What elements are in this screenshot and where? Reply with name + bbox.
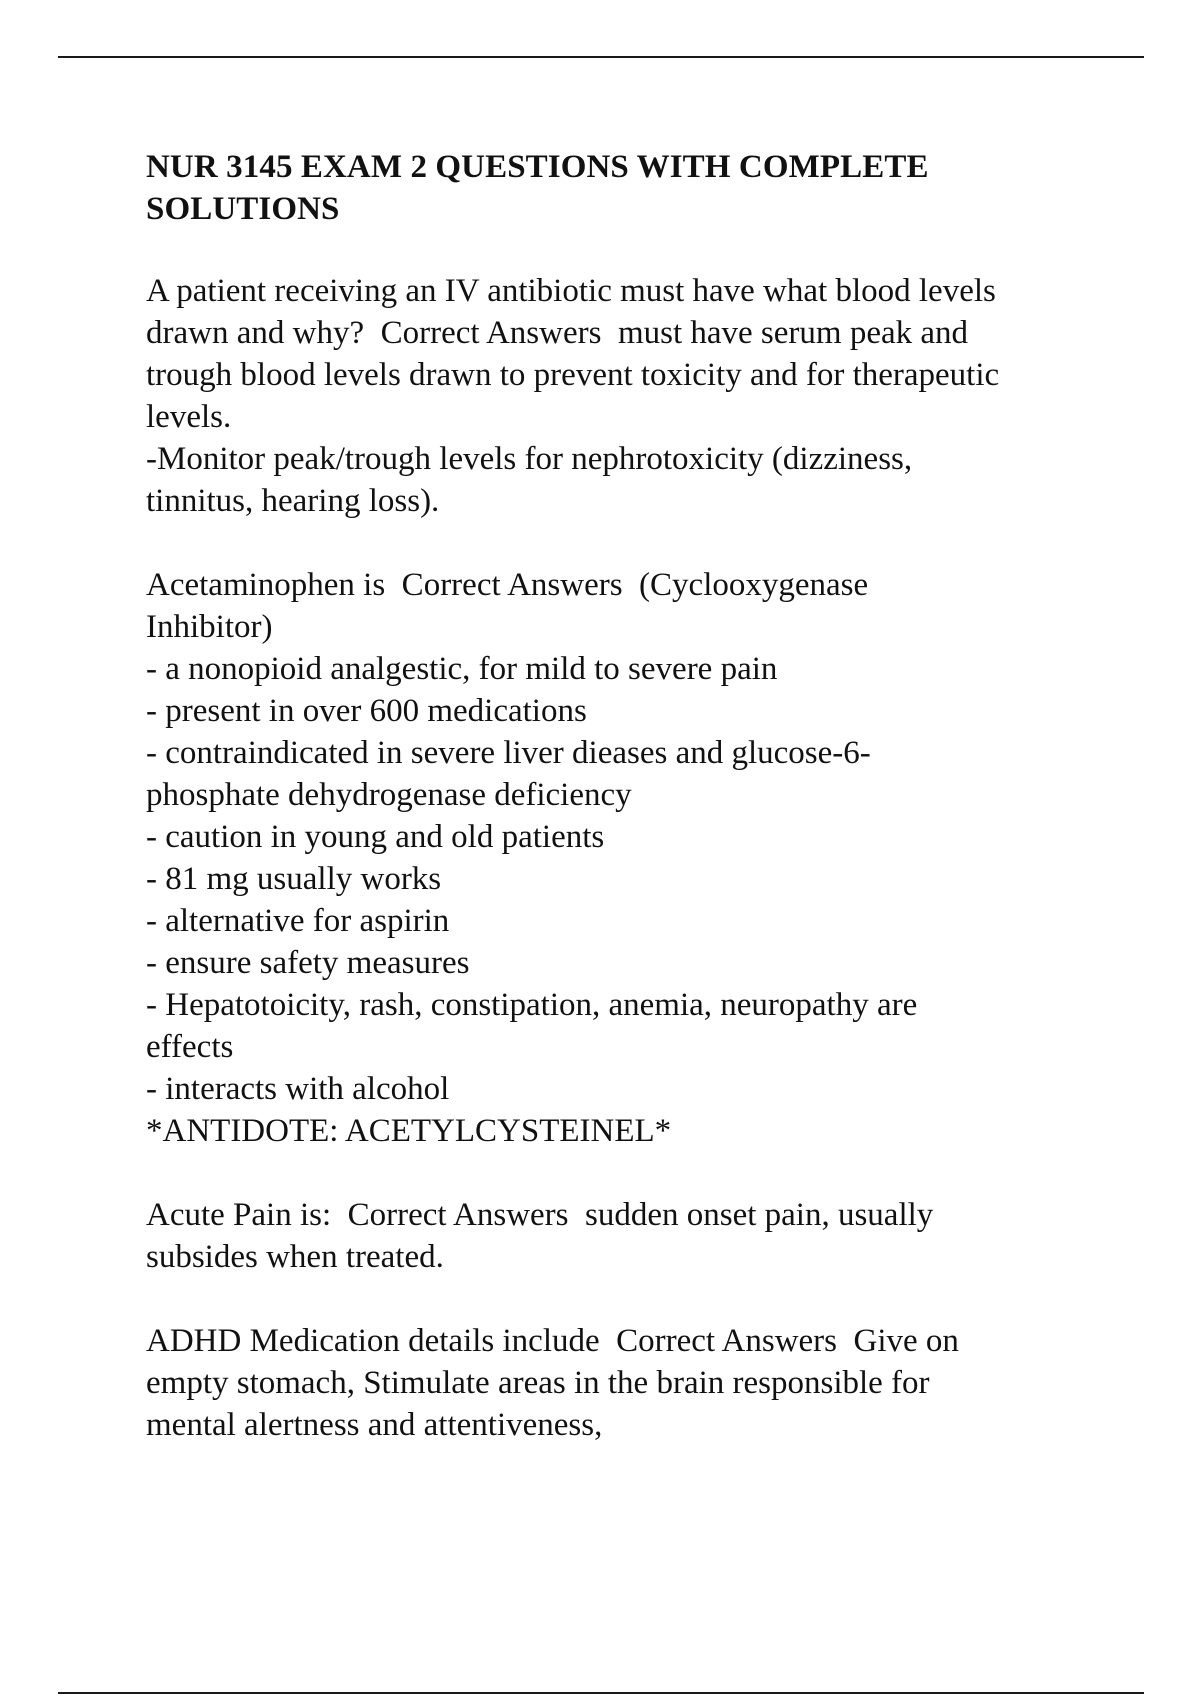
entry-line: - present in over 600 medications — [146, 693, 587, 729]
entry-line: - 81 mg usually works — [146, 861, 442, 897]
title-line: NUR 3145 EXAM 2 QUESTIONS WITH COMPLETE — [146, 149, 929, 185]
entry-line: - ensure safety measures — [146, 945, 470, 981]
entry-line: - alternative for aspirin — [146, 903, 450, 939]
entry-line: - Hepatotoicity, rash, constipation, anemia, neuropathy are — [146, 987, 918, 1023]
entry-line: ADHD Medication details include Correct Answers Give on — [146, 1323, 959, 1359]
top-divider — [58, 56, 1144, 58]
bottom-divider — [58, 1692, 1144, 1694]
qa-entry-adhd-medication — [146, 1320, 1106, 1446]
entry-line: - interacts with alcohol — [146, 1071, 450, 1107]
entry-line: - caution in young and old patients — [146, 819, 605, 855]
entry-line: phosphate dehydrogenase deficiency — [146, 777, 632, 813]
entry-line: effects — [146, 1029, 234, 1065]
document-body — [146, 146, 1106, 1488]
entry-line: - contraindicated in severe liver dieases and glucose-6- — [146, 735, 871, 771]
entry-line: Inhibitor) — [146, 609, 273, 645]
entry-line: Acetaminophen is Correct Answers (Cyclooxygenase — [146, 567, 869, 603]
qa-entry-acute-pain — [146, 1194, 1106, 1278]
document-title — [146, 146, 1106, 230]
entry-line: - a nonopioid analgestic, for mild to severe pain — [146, 651, 778, 687]
entry-line: mental alertness and attentiveness, — [146, 1407, 603, 1443]
title-line: SOLUTIONS — [146, 191, 340, 227]
entry-line: A patient receiving an IV antibiotic must have what blood levels — [146, 273, 996, 309]
entry-line: levels. — [146, 399, 232, 435]
entry-line: drawn and why? Correct Answers must have serum peak and — [146, 315, 969, 351]
entry-line: *ANTIDOTE: ACETYLCYSTEINEL* — [146, 1113, 672, 1149]
qa-entry-acetaminophen — [146, 564, 1106, 1152]
qa-entry-iv-antibiotic — [146, 270, 1106, 522]
entry-line: Acute Pain is: Correct Answers sudden onset pain, usually — [146, 1197, 934, 1233]
entry-line: tinnitus, hearing loss). — [146, 483, 440, 519]
entry-line: -Monitor peak/trough levels for nephrotoxicity (dizziness, — [146, 441, 913, 477]
entry-line: empty stomach, Stimulate areas in the brain responsible for — [146, 1365, 930, 1401]
entry-line: subsides when treated. — [146, 1239, 444, 1275]
entry-line: trough blood levels drawn to prevent toxicity and for therapeutic — [146, 357, 1000, 393]
